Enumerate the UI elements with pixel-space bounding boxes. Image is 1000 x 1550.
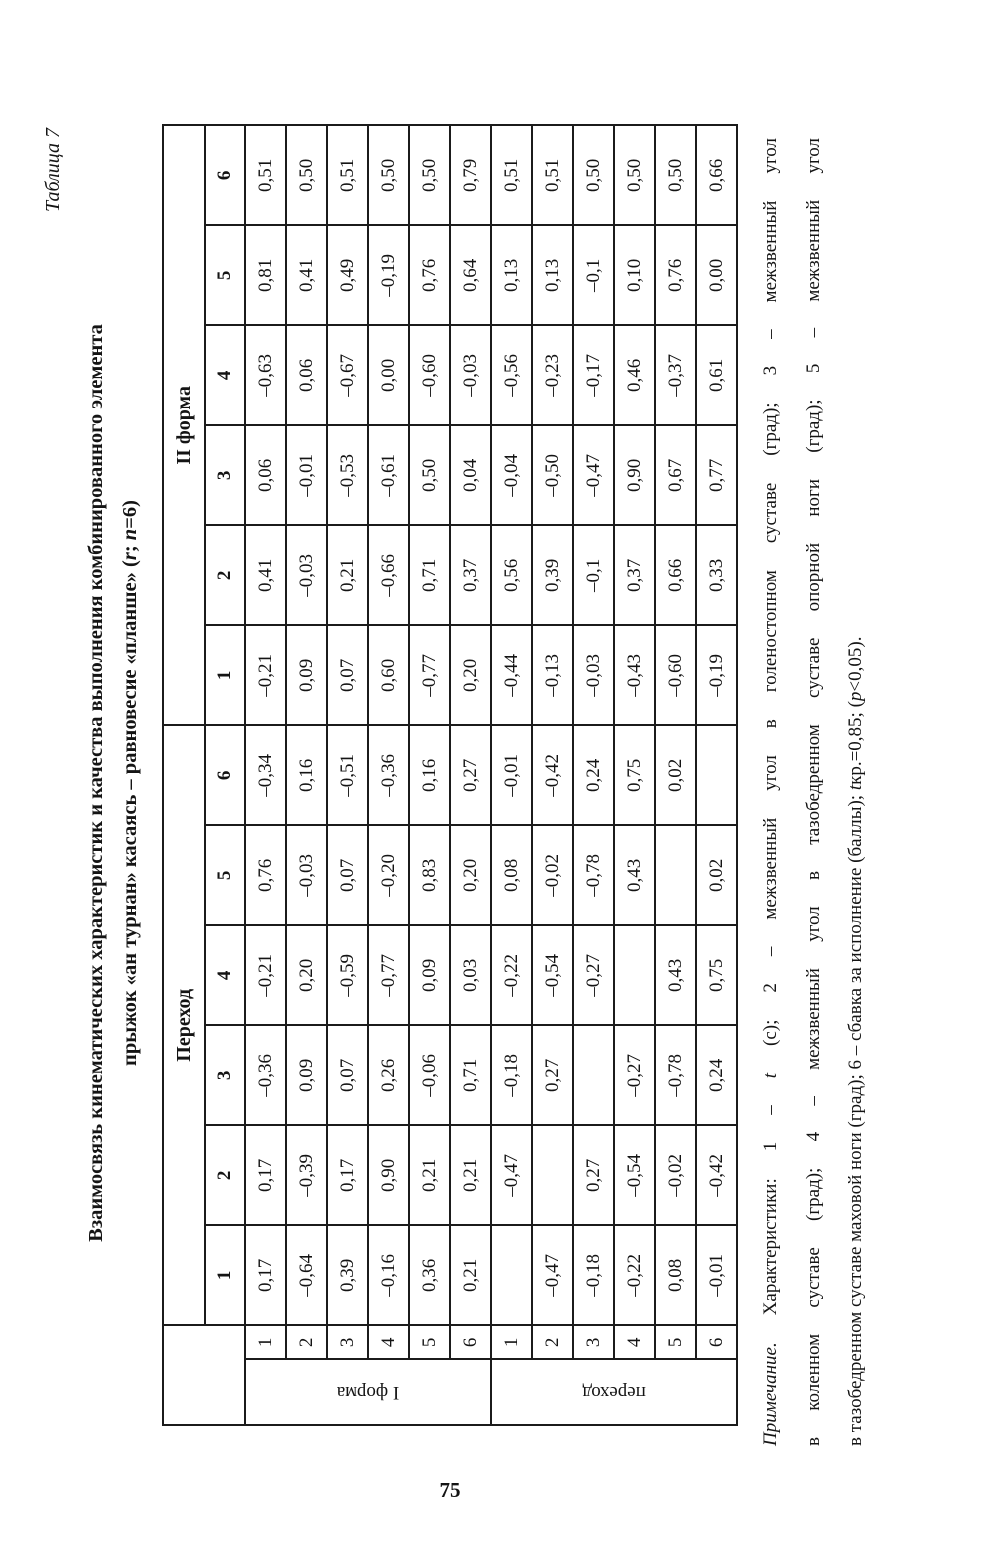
table-cell: 0,02	[696, 825, 737, 925]
table-cell: 0,03	[450, 925, 491, 1025]
table-cell	[491, 1225, 532, 1325]
table-cell: 0,24	[573, 725, 614, 825]
col-group-header-1: Переход	[163, 725, 205, 1325]
col-number: 3	[205, 425, 245, 525]
table-cell: –0,01	[696, 1225, 737, 1325]
table-cell: 0,21	[450, 1225, 491, 1325]
table-cell: 0,08	[655, 1225, 696, 1325]
table-cell: 0,51	[532, 125, 573, 225]
row-number: 4	[368, 1325, 409, 1359]
table-cell: 0,67	[655, 425, 696, 525]
table-cell: –0,03	[286, 525, 327, 625]
table-cell: –0,34	[245, 725, 286, 825]
table-cell: 0,27	[450, 725, 491, 825]
rotated-page-content	[40, 22, 960, 1452]
symbol-r: r	[119, 552, 141, 561]
row-group-label-text: переход	[582, 1382, 646, 1404]
table-cell: 0,00	[696, 225, 737, 325]
table-cell: –0,18	[573, 1225, 614, 1325]
table-cell: 0,39	[327, 1225, 368, 1325]
col-number: 5	[205, 825, 245, 925]
table-cell: 0,07	[327, 1025, 368, 1125]
table-cell: 0,66	[655, 525, 696, 625]
row-group-label	[491, 1359, 737, 1425]
table-cell: –0,47	[573, 425, 614, 525]
col-number: 4	[205, 925, 245, 1025]
table-cell: –0,27	[614, 1025, 655, 1125]
row-number: 4	[614, 1325, 655, 1359]
table-cell: –0,37	[655, 325, 696, 425]
table-cell: 0,76	[409, 225, 450, 325]
page-number: 75	[439, 1478, 461, 1502]
table-cell: 0,17	[245, 1225, 286, 1325]
table-cell: 0,06	[245, 425, 286, 525]
table-cell: –0,66	[368, 525, 409, 625]
table-cell: 0,41	[245, 525, 286, 625]
table-cell: 0,81	[245, 225, 286, 325]
table-cell: 0,51	[245, 125, 286, 225]
table-cell: 0,79	[450, 125, 491, 225]
table-cell: 0,50	[614, 125, 655, 225]
table-cell: 0,07	[327, 625, 368, 725]
table-cell: –0,77	[409, 625, 450, 725]
row-number: 3	[573, 1325, 614, 1359]
table-cell: –0,60	[409, 325, 450, 425]
table-cell	[655, 825, 696, 925]
table-cell: 0,16	[409, 725, 450, 825]
table-cell: 0,39	[532, 525, 573, 625]
table-cell: 0,36	[409, 1225, 450, 1325]
table-cell: –0,36	[245, 1025, 286, 1125]
table-cell: 0,56	[491, 525, 532, 625]
row-number: 6	[450, 1325, 491, 1359]
table-cell: –0,54	[614, 1125, 655, 1225]
table-cell: –0,02	[532, 825, 573, 925]
table-cell: 0,09	[286, 625, 327, 725]
table-cell: –0,22	[491, 925, 532, 1025]
table-cell: –0,19	[368, 225, 409, 325]
table-cell: 0,20	[450, 825, 491, 925]
table-cell: –0,04	[491, 425, 532, 525]
table-cell: 0,49	[327, 225, 368, 325]
table-cell: 0,02	[655, 725, 696, 825]
table-title	[79, 142, 147, 1424]
table-cell: –0,17	[573, 325, 614, 425]
table-cell: 0,37	[450, 525, 491, 625]
table-cell: 0,21	[409, 1125, 450, 1225]
table-cell: 0,43	[655, 925, 696, 1025]
table-cell: –0,19	[696, 625, 737, 725]
row-number: 2	[532, 1325, 573, 1359]
table-cell: 0,20	[450, 625, 491, 725]
table-cell: –0,02	[655, 1125, 696, 1225]
table-cell: –0,47	[532, 1225, 573, 1325]
table-cell: 0,50	[409, 125, 450, 225]
table-cell: –0,67	[327, 325, 368, 425]
table-cell: 0,50	[655, 125, 696, 225]
symbol-n: n	[119, 528, 141, 541]
table-cell: 0,76	[245, 825, 286, 925]
table-cell: 0,21	[450, 1125, 491, 1225]
symbol-p: р	[845, 691, 866, 702]
table-cell: 0,61	[696, 325, 737, 425]
col-number: 5	[205, 225, 245, 325]
row-number: 1	[491, 1325, 532, 1359]
table-cell: 0,75	[696, 925, 737, 1025]
table-cell: 0,33	[696, 525, 737, 625]
table-cell: –0,56	[491, 325, 532, 425]
table-cell: 0,90	[614, 425, 655, 525]
table-cell: –0,78	[655, 1025, 696, 1125]
table-cell: –0,23	[532, 325, 573, 425]
col-number: 6	[205, 125, 245, 225]
table-cell: –0,1	[573, 225, 614, 325]
table-cell: –0,64	[286, 1225, 327, 1325]
table-cell: 0,13	[532, 225, 573, 325]
table-cell: 0,71	[409, 525, 450, 625]
footnote	[750, 138, 878, 1446]
col-group-header-2: II форма	[163, 125, 205, 725]
table-cell: –0,51	[327, 725, 368, 825]
table-cell: 0,46	[614, 325, 655, 425]
row-number: 5	[409, 1325, 450, 1359]
table-cell: 0,50	[409, 425, 450, 525]
table-cell: 0,16	[286, 725, 327, 825]
table-cell: 0,50	[573, 125, 614, 225]
table-cell: 0,64	[450, 225, 491, 325]
table-caption: Таблица 7	[42, 128, 64, 212]
col-number: 1	[205, 625, 245, 725]
table-body	[245, 125, 737, 1425]
table-cell: 0,17	[327, 1125, 368, 1225]
table-cell: 0,04	[450, 425, 491, 525]
row-number: 5	[655, 1325, 696, 1359]
col-number: 2	[205, 1125, 245, 1225]
table-cell: –0,1	[573, 525, 614, 625]
table-cell: –0,01	[286, 425, 327, 525]
table-cell: –0,21	[245, 925, 286, 1025]
table-cell: –0,42	[696, 1125, 737, 1225]
table-cell: 0,26	[368, 1025, 409, 1125]
table-cell: 0,37	[614, 525, 655, 625]
table-cell: –0,61	[368, 425, 409, 525]
table-cell: 0,24	[696, 1025, 737, 1125]
footnote-line-1: Примечание. Характеристики: 1 – t (с); 2 – межзвенный угол в голеностопном суставе (град); 3 – межзвенный угол	[760, 138, 781, 1446]
row-group-label	[245, 1359, 491, 1425]
table-cell	[532, 1125, 573, 1225]
table-cell: –0,20	[368, 825, 409, 925]
table-title-line1: Взаимосвязь кинематических характеристик и качества выполнения комбинированного элемента	[85, 324, 107, 1242]
table-cell: –0,03	[573, 625, 614, 725]
table-cell: –0,18	[491, 1025, 532, 1125]
table-cell: 0,21	[327, 525, 368, 625]
table-cell: –0,78	[573, 825, 614, 925]
table-cell: 0,27	[573, 1125, 614, 1225]
table-cell: 0,20	[286, 925, 327, 1025]
table-cell: 0,71	[450, 1025, 491, 1125]
table-cell: 0,10	[614, 225, 655, 325]
col-number: 1	[205, 1225, 245, 1325]
table-cell: –0,44	[491, 625, 532, 725]
table-cell: 0,06	[286, 325, 327, 425]
table-cell: 0,83	[409, 825, 450, 925]
table-cell: 0,09	[286, 1025, 327, 1125]
col-number: 3	[205, 1025, 245, 1125]
table-cell: –0,36	[368, 725, 409, 825]
table-cell: –0,77	[368, 925, 409, 1025]
table-cell: 0,51	[491, 125, 532, 225]
footnote-lead: Примечание.	[760, 1342, 781, 1446]
col-number: 4	[205, 325, 245, 425]
table-cell	[614, 925, 655, 1025]
table-cell: 0,90	[368, 1125, 409, 1225]
table-cell: –0,27	[573, 925, 614, 1025]
table-cell: 0,08	[491, 825, 532, 925]
table-cell: –0,06	[409, 1025, 450, 1125]
corner-cell	[163, 1325, 245, 1425]
table-cell: 0,66	[696, 125, 737, 225]
table-cell: –0,63	[245, 325, 286, 425]
correlation-table	[162, 124, 738, 1426]
table-cell: 0,00	[368, 325, 409, 425]
table-cell: –0,53	[327, 425, 368, 525]
table-cell: 0,41	[286, 225, 327, 325]
footnote-line-2: в коленном суставе (град); 4 – межзвенный угол в тазобедренном суставе опорной ноги (град); 5 – межзвенный угол	[802, 138, 824, 1446]
table-cell: 0,13	[491, 225, 532, 325]
table-cell: –0,50	[532, 425, 573, 525]
table-cell: 0,51	[327, 125, 368, 225]
table-cell	[573, 1025, 614, 1125]
table-cell: –0,22	[614, 1225, 655, 1325]
table-cell: 0,09	[409, 925, 450, 1025]
table-cell: –0,03	[286, 825, 327, 925]
table-cell: 0,60	[368, 625, 409, 725]
symbol-t: t	[760, 1072, 781, 1079]
table-cell: 0,50	[286, 125, 327, 225]
col-number: 2	[205, 525, 245, 625]
table-cell: 0,77	[696, 425, 737, 525]
table-cell: –0,13	[532, 625, 573, 725]
row-number: 1	[245, 1325, 286, 1359]
table-cell: –0,60	[655, 625, 696, 725]
table-cell: –0,47	[491, 1125, 532, 1225]
row-number: 2	[286, 1325, 327, 1359]
table-cell: –0,43	[614, 625, 655, 725]
table-cell: 0,17	[245, 1125, 286, 1225]
table-cell	[696, 725, 737, 825]
table-cell: 0,75	[614, 725, 655, 825]
row-number: 3	[327, 1325, 368, 1359]
symbol-t-kr: t	[845, 784, 866, 791]
table-cell: –0,39	[286, 1125, 327, 1225]
table-head	[163, 125, 245, 1425]
row-group-label-text: I форма	[336, 1382, 400, 1404]
table-cell: –0,01	[491, 725, 532, 825]
table-cell: 0,43	[614, 825, 655, 925]
table-title-line2: прыжок «ан турнан» касаясь – равновесие «планше» (r; n=6)	[119, 500, 141, 1066]
table-cell: –0,16	[368, 1225, 409, 1325]
row-number: 6	[696, 1325, 737, 1359]
table-cell: –0,54	[532, 925, 573, 1025]
table-cell: 0,27	[532, 1025, 573, 1125]
footnote-line-3: в тазобедренном суставе маховой ноги (град); 6 – сбавка за исполнение (баллы); tкр.=0,85; (р<0,05).	[845, 636, 866, 1446]
table-cell: –0,03	[450, 325, 491, 425]
col-number: 6	[205, 725, 245, 825]
table-cell: –0,21	[245, 625, 286, 725]
table-cell: –0,42	[532, 725, 573, 825]
table-cell: 0,50	[368, 125, 409, 225]
table-cell: 0,07	[327, 825, 368, 925]
table-cell: 0,76	[655, 225, 696, 325]
table-cell: –0,59	[327, 925, 368, 1025]
